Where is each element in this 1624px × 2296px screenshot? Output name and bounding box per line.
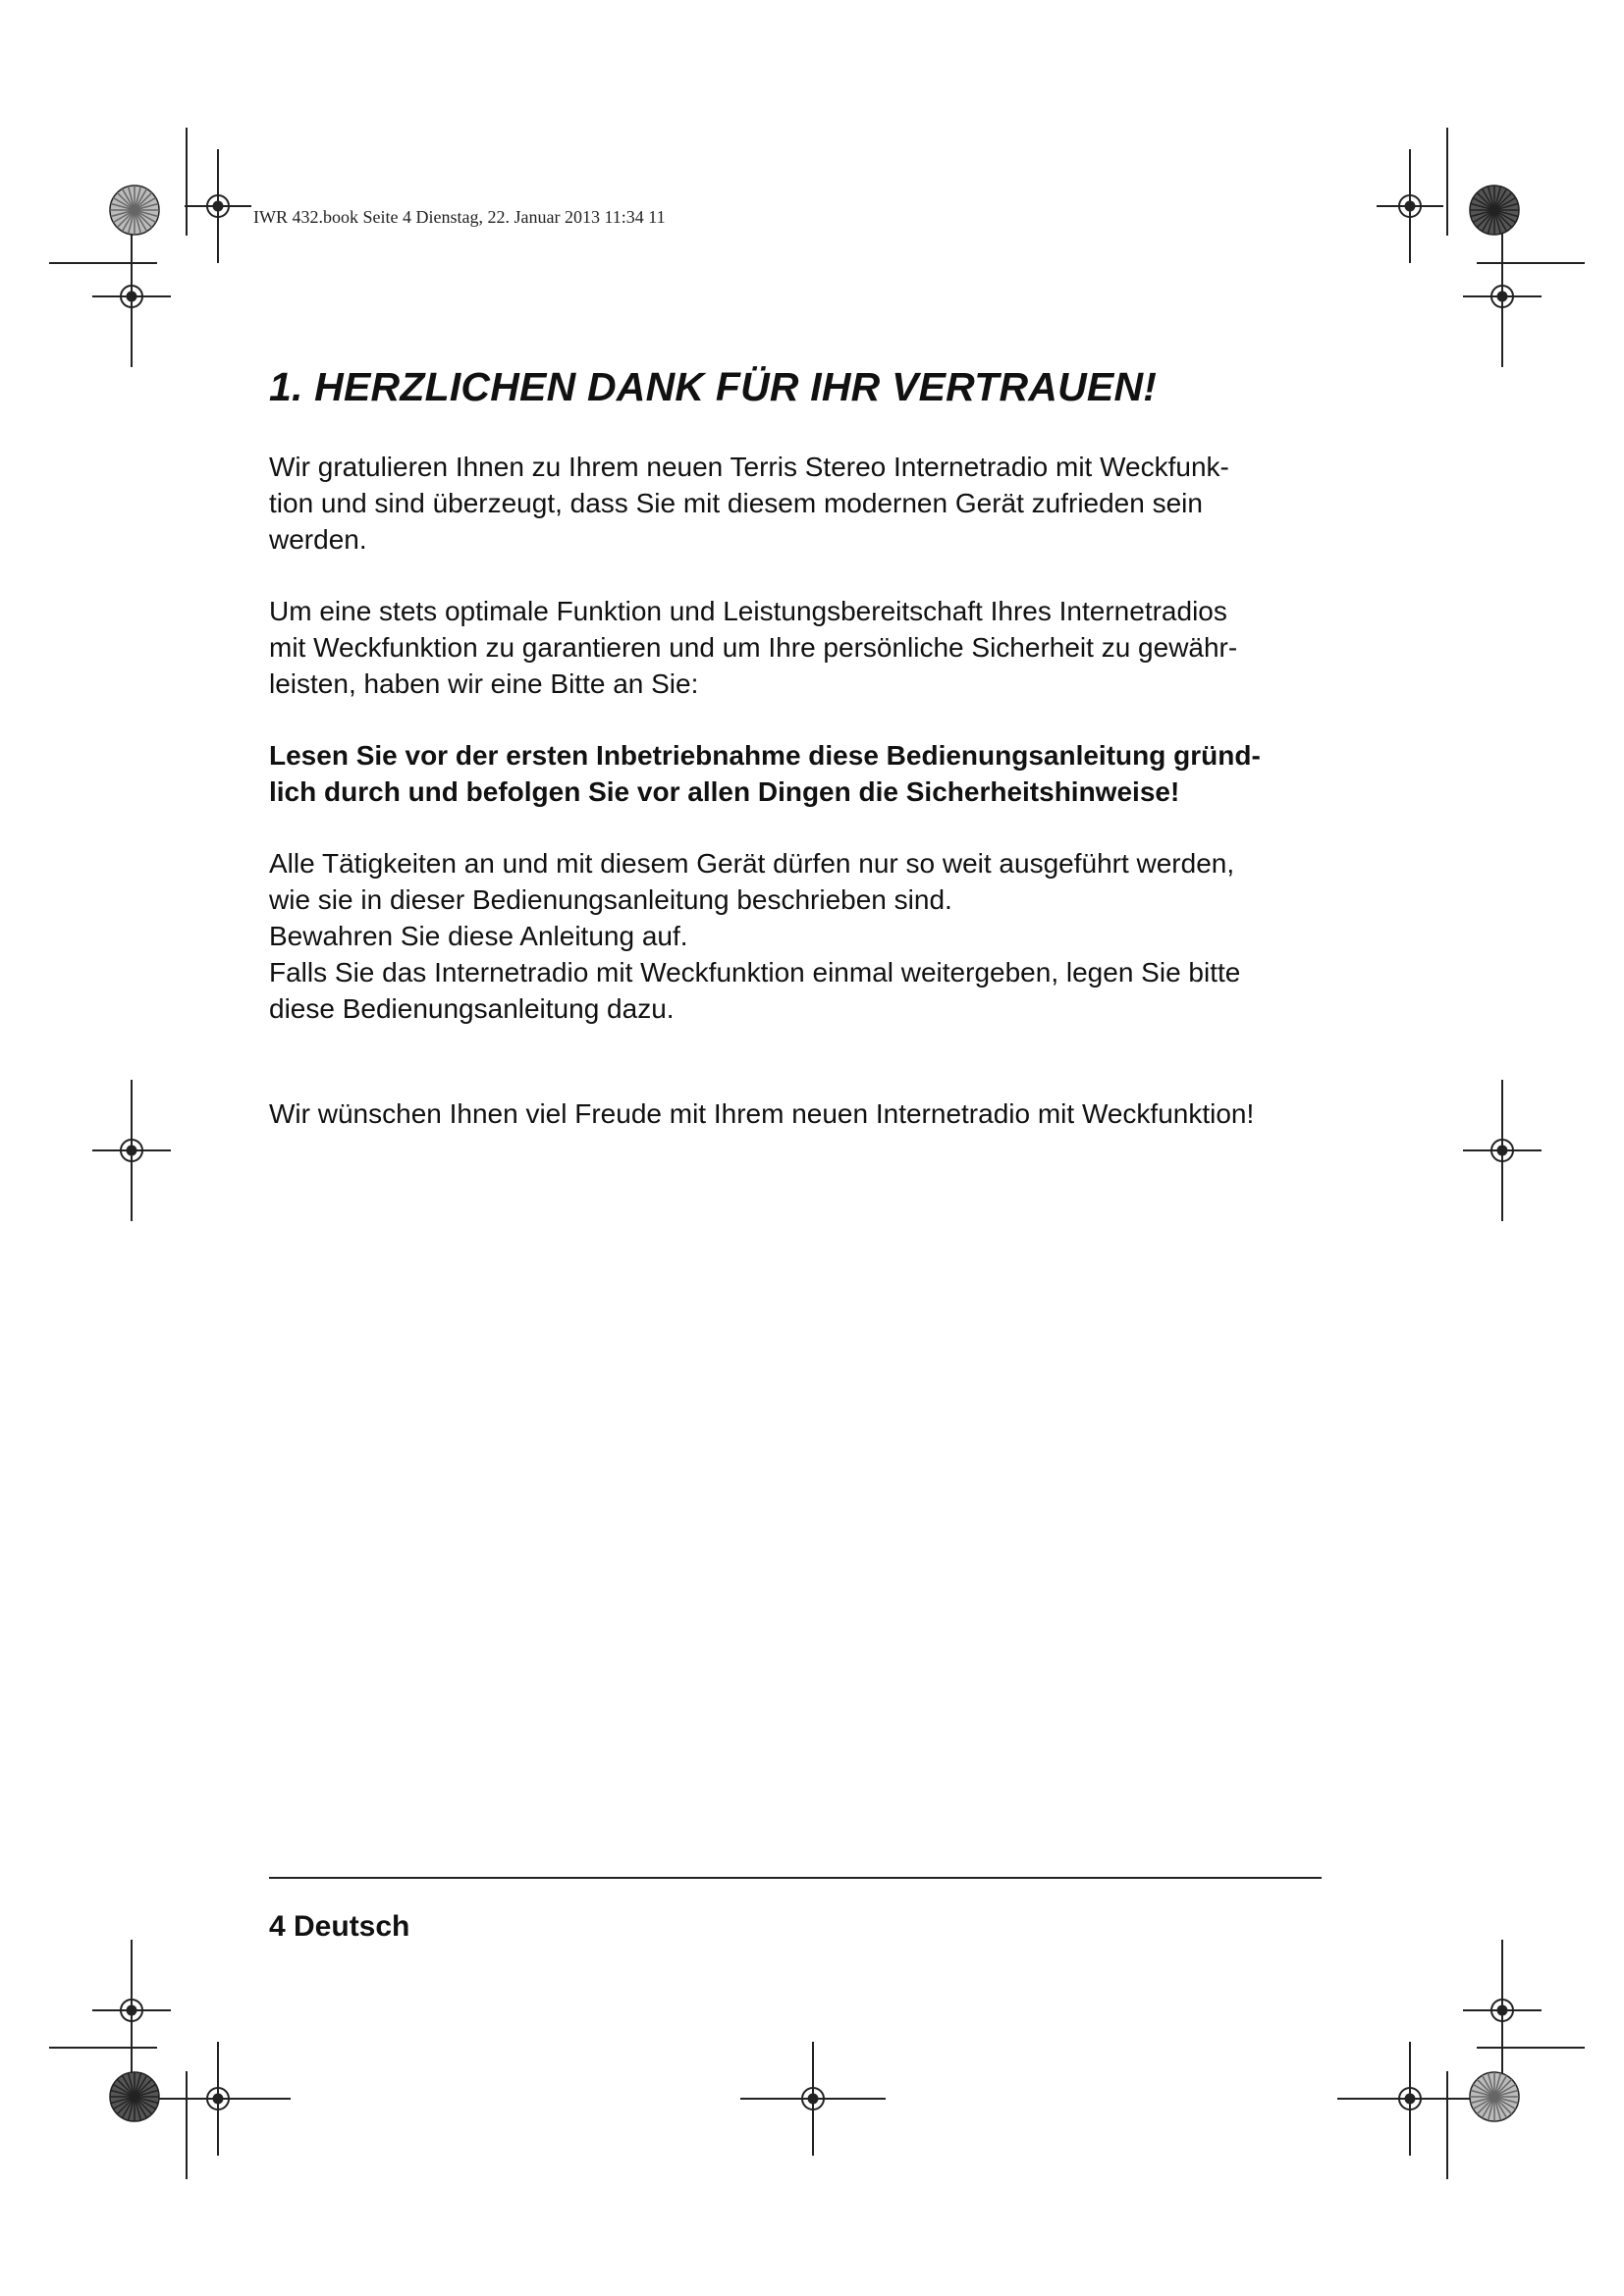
text-line: diese Bedienungsanleitung dazu. <box>269 993 675 1025</box>
text-line: Lesen Sie vor der ersten Inbetriebnahme diese Bedienungsanleitung gründ- <box>269 740 1261 772</box>
text-line: Wir wünschen Ihnen viel Freude mit Ihrem neuen Internetradio mit Weckfunktion! <box>269 1098 1255 1130</box>
text-line: Um eine stets optimale Funktion und Leistungsbereitschaft Ihres Internetradios <box>269 596 1227 627</box>
request-paragraph <box>269 593 1329 702</box>
text-line: lich durch und befolgen Sie vor allen Dingen die Sicherheitshinweise! <box>269 776 1180 808</box>
footer-divider <box>269 1877 1322 1879</box>
text-line: mit Weckfunktion zu garantieren und um Ihre persönliche Sicherheit zu gewähr- <box>269 632 1238 664</box>
text-line: leisten, haben wir eine Bitte an Sie: <box>269 668 699 700</box>
usage-paragraph <box>269 845 1329 1027</box>
print-slug: IWR 432.book Seite 4 Dienstag, 22. Januar 2013 11:34 11 <box>253 207 666 227</box>
safety-notice <box>269 737 1329 810</box>
text-line: tion und sind überzeugt, dass Sie mit diesem modernen Gerät zufrieden sein <box>269 488 1203 519</box>
closing-paragraph <box>269 1095 1329 1132</box>
intro-paragraph <box>269 449 1329 558</box>
text-line: Alle Tätigkeiten an und mit diesem Gerät dürfen nur so weit ausgeführt werden, <box>269 848 1235 880</box>
text-line: werden. <box>269 524 367 556</box>
page-title: 1. HERZLICHEN DANK FÜR IHR VERTRAUEN! <box>269 364 1158 409</box>
page-number-label: 4 Deutsch <box>269 1910 410 1943</box>
text-line: wie sie in dieser Bedienungsanleitung beschrieben sind. <box>269 884 952 916</box>
text-line: Falls Sie das Internetradio mit Weckfunktion einmal weitergeben, legen Sie bitte <box>269 957 1241 988</box>
text-line: Bewahren Sie diese Anleitung auf. <box>269 921 688 952</box>
text-line: Wir gratulieren Ihnen zu Ihrem neuen Terris Stereo Internetradio mit Weckfunk- <box>269 452 1229 483</box>
main-content <box>269 363 1329 1167</box>
